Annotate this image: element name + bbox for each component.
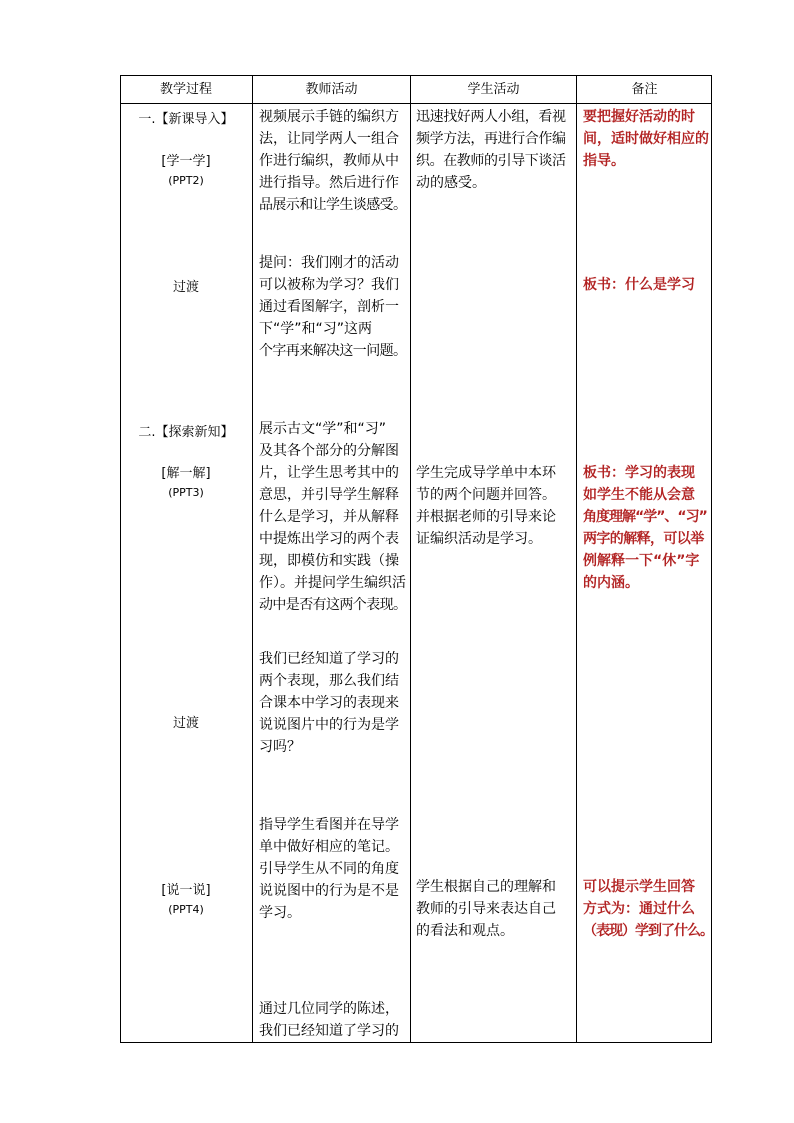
stage-solve-label: [解一解] [161,466,211,481]
column-divider-3 [576,75,577,1043]
text-line: 作）。并提问学生编织活 [259,575,406,591]
note-4 [583,876,711,942]
text-line: 两个表现，那么我们结 [259,673,399,689]
header-notes: 备注 [631,82,658,97]
text-line: 引导学生从不同的角度 [259,861,399,877]
text-line: 通过看图解字，剖析一 [259,299,399,315]
text-line: 频学方法，再进行合作编 [416,131,566,147]
text-line: 要把握好活动的时 [583,109,695,125]
text-line: 学习。 [259,905,301,921]
text-line: 单中做好相应的笔记。 [259,839,399,855]
text-line: 什么是学习，并从解释 [259,509,399,525]
student-activity-3 [416,876,575,942]
text-line: 视频展示手链的编织方 [259,109,399,125]
text-line: 两字的解释，可以举 [583,531,704,547]
text-line: 板书：什么是学习 [583,277,695,293]
teacher-activity-4 [259,648,409,758]
text-line: 间，适时做好相应的 [583,131,709,147]
student-activity-2 [416,462,575,550]
text-line: 说说图片中的行为是学 [259,717,399,733]
stage-ppt4: (PPT4) [168,903,204,916]
header-divider [120,103,712,104]
text-line: 个字再来解决这一问题。 [259,343,407,359]
stage-transition-1: 过渡 [172,280,199,295]
text-line: 学生根据自己的理解和 [416,879,556,895]
text-line: 学生完成导学单中本环 [416,465,556,481]
text-line: 指导学生看图并在导学 [259,817,399,833]
text-line: 的内涵。 [583,575,639,591]
teacher-activity-3 [259,418,409,616]
text-line: 展示古文“学”和“习” [259,421,387,437]
text-line: 作进行编织，教师从中 [259,153,399,169]
text-line: 节的两个问题并回答。 [416,487,556,503]
stage-ppt2: (PPT2) [168,174,204,187]
text-line: 教师的引导来表达自己 [416,901,556,917]
teacher-activity-6 [259,998,409,1042]
stage-intro: 一.【新课导入】 [138,112,234,127]
text-line: 品展示和让学生谈感受。 [259,197,407,213]
teacher-activity-2 [259,252,409,362]
text-line: 织。在教师的引导下谈活 [416,153,566,169]
text-line: 如学生不能从会意 [583,487,695,503]
student-activity-1 [416,106,575,194]
text-line: 及其各个部分的分解图 [259,443,399,459]
text-line: 角度理解“学”、“习” [583,509,707,525]
text-line: 习吗？ [259,739,301,755]
text-line: 指导。 [583,153,625,169]
stage-learn-label: [学一学] [161,154,211,169]
text-line: 下“学”和“习”这两 [259,321,373,337]
stage-explore: 二.【探索新知】 [138,425,234,440]
text-line: 说说图中的行为是不是 [259,883,399,899]
text-line: 动的感受。 [416,175,486,191]
text-line: 板书：学习的表现 [583,465,695,481]
text-line: （表现）学到了什么。 [583,923,713,939]
text-line: 例解释一下“休”字 [583,553,700,569]
text-line: 迅速找好两人小组，看视 [416,109,566,125]
text-line: 可以被称为学习？我们 [259,277,399,293]
note-3 [583,462,711,594]
text-line: 可以提示学生回答 [583,879,695,895]
text-line: 中提炼出学习的两个表 [259,531,399,547]
text-line: 我们已经知道了学习的 [259,1023,399,1039]
text-line: 意思，并引导学生解释 [259,487,399,503]
text-line: 现，即模仿和实践（操 [259,553,399,569]
column-divider-1 [252,75,253,1043]
header-student-activity: 学生活动 [467,82,520,97]
note-1 [583,106,711,172]
text-line: 我们已经知道了学习的 [259,651,399,667]
stage-ppt3: (PPT3) [168,486,204,499]
text-line: 合课本中学习的表现来 [259,695,399,711]
column-divider-2 [410,75,411,1043]
header-process: 教学过程 [159,82,212,97]
text-line: 方式为：通过什么 [583,901,695,917]
note-2 [583,274,711,296]
text-line: 片，让学生思考其中的 [259,465,399,481]
stage-say-label: [说一说] [161,883,211,898]
teacher-activity-1 [259,106,409,216]
text-line: 法，让同学两人一组合 [259,131,399,147]
header-teacher-activity: 教师活动 [305,82,358,97]
text-line: 的看法和观点。 [416,923,514,939]
text-line: 通过几位同学的陈述， [259,1001,399,1017]
text-line: 证编织活动是学习。 [416,531,542,547]
text-line: 进行指导。然后进行作 [259,175,399,191]
text-line: 提问：我们刚才的活动 [259,255,399,271]
text-line: 并根据老师的引导来论 [416,509,556,525]
text-line: 动中是否有这两个表现。 [259,597,407,613]
teacher-activity-5 [259,814,409,924]
stage-transition-2: 过渡 [172,716,199,731]
